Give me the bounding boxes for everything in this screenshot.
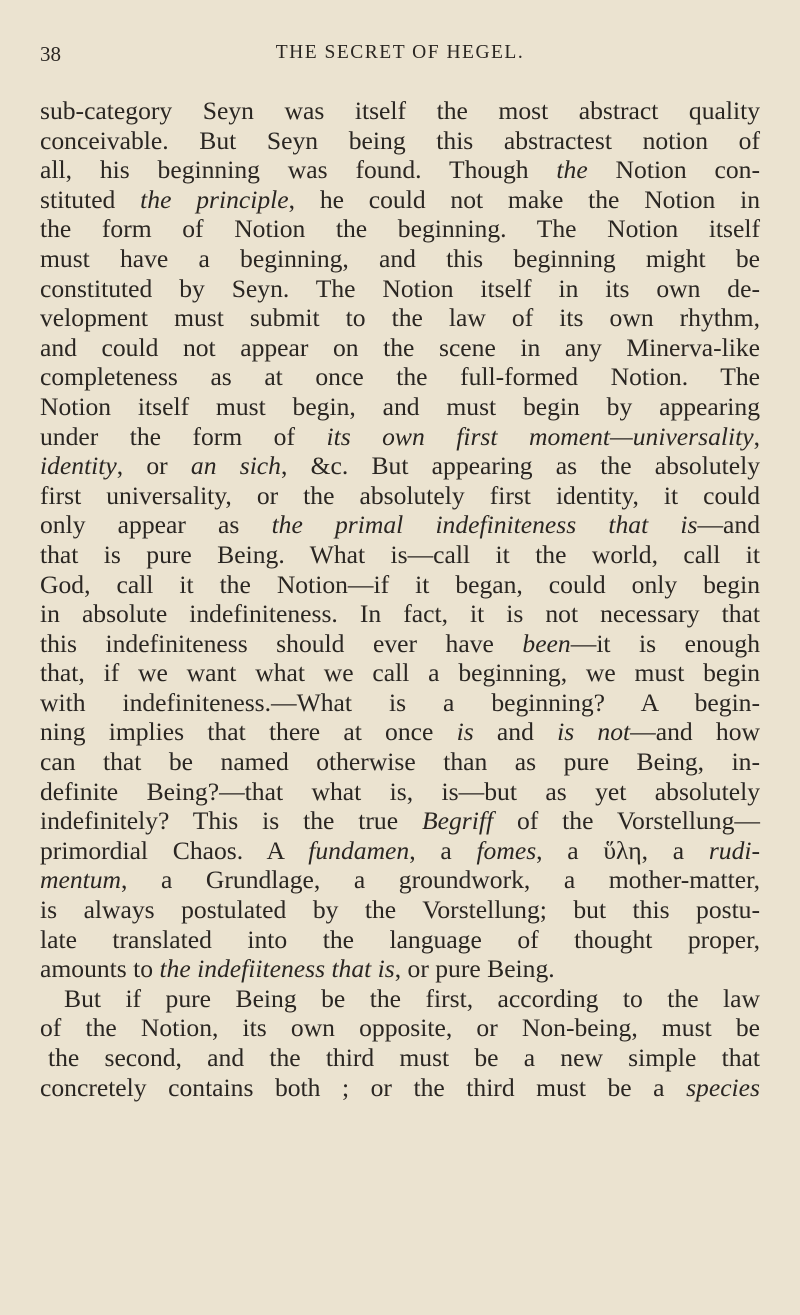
body-text	[40, 96, 760, 1102]
text-line: the second, and the third must be a new simple that	[48, 1043, 760, 1072]
text-line: in absolute indefiniteness. In fact, it is not necessary that	[40, 599, 760, 629]
text-line: primordial Chaos. A fundamen, a fomes, a ὕλη, a rudi-	[40, 835, 760, 865]
text-line: with indefiniteness.—What is a beginning? A begin-	[40, 687, 760, 717]
text-line: the form of Notion the beginning. The Notion itself	[40, 214, 760, 244]
text-line: stituted the principle, he could not make the Notion in	[40, 184, 760, 214]
text-line: concretely contains both ; or the third must be a species	[40, 1072, 760, 1102]
text-line: God, call it the Notion—if it began, could only begin	[40, 569, 760, 599]
text-line: can that be named otherwise than as pure Being, in-	[40, 747, 760, 777]
text-line: this indefiniteness should ever have been—it is enough	[40, 628, 761, 658]
text-line: constituted by Seyn. The Notion itself in its own de-	[40, 273, 760, 303]
text-line: must have a beginning, and this beginning might be	[40, 243, 760, 273]
text-line: mentum, a Grundlage, a groundwork, a mother-matter,	[40, 865, 760, 895]
text-line: late translated into the language of thought proper,	[40, 924, 760, 954]
text-line: velopment must submit to the law of its own rhythm,	[40, 303, 760, 333]
text-line: indefinitely? This is the true Begriff of the Vorstellung—	[40, 806, 760, 836]
running-head: THE SECRET OF HEGEL.	[275, 42, 525, 63]
text-line: that is pure Being. What is—call it the world, call it	[40, 539, 760, 569]
text-line: under the form of its own first moment—universality,	[40, 421, 760, 451]
text-line: completeness as at once the full-formed Notion. The	[40, 362, 760, 392]
text-line: only appear as the primal indefiniteness that is—and	[40, 510, 760, 540]
text-line: sub-category Seyn was itself the most abstract quality	[40, 96, 760, 125]
text-line: is always postulated by the Vorstellung; but this postu-	[40, 895, 760, 925]
text-line: Notion itself must begin, and must begin by appearing	[40, 391, 760, 421]
text-line: and could not appear on the scene in any Minerva-like	[40, 332, 760, 362]
text-line: all, his beginning was found. Though the Notion con-	[40, 155, 760, 185]
text-line: definite Being?—that what is, is—but as yet absolutely	[40, 776, 760, 806]
text-line: identity, or an sich, &c. But appearing as the absolutely	[40, 451, 760, 481]
page-header	[40, 42, 760, 72]
text-line: amounts to the indefiiteness that is, or pure Being.	[40, 954, 555, 984]
text-line: of the Notion, its own opposite, or Non-being, must be	[40, 1013, 760, 1043]
text-line: conceivable. But Seyn being this abstractest notion of	[40, 125, 760, 155]
text-line: ning implies that there at once is and is not—and how	[40, 717, 760, 747]
text-line: first universality, or the absolutely first identity, it could	[40, 480, 760, 510]
page-number: 38	[40, 42, 61, 66]
text-line: But if pure Being be the first, according to the law	[64, 983, 760, 1013]
text-line: that, if we want what we call a beginning, we must begin	[40, 658, 760, 688]
